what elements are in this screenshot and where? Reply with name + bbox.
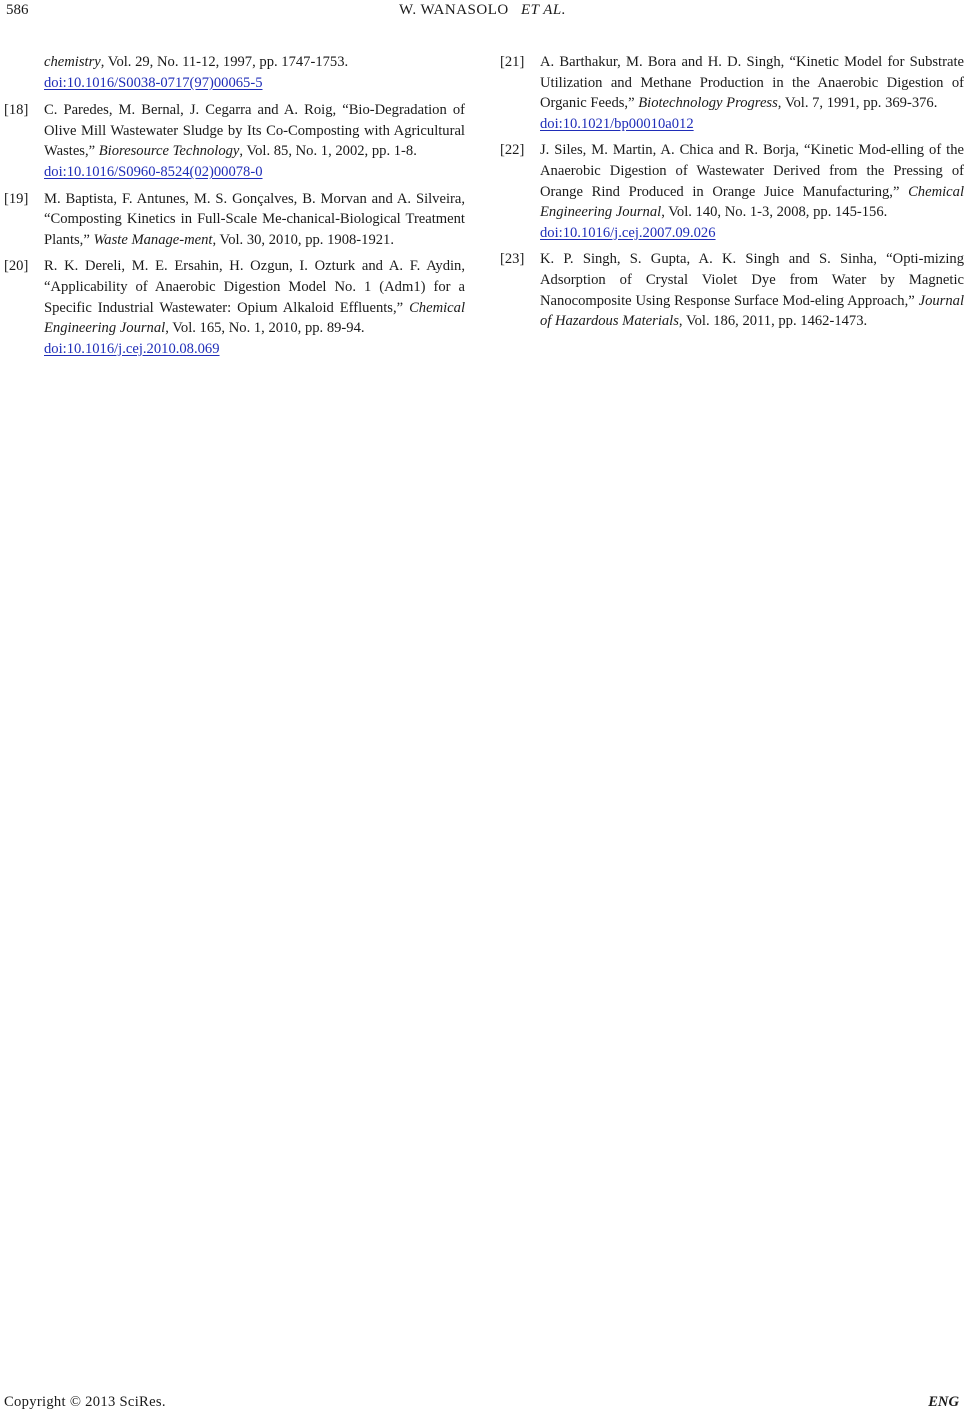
reference-journal: Chemical Engineering Journal (44, 299, 465, 337)
page-number: 586 (6, 2, 29, 18)
reference-doi-link[interactable]: doi:10.1016/j.cej.2010.08.069 (44, 340, 220, 357)
running-head-etal: ET AL. (520, 2, 566, 18)
reference-details: , Vol. 165, No. 1, 2010, pp. 89-94. (165, 320, 365, 337)
reference-details: , Vol. 85, No. 1, 2002, pp. 1-8. (239, 143, 417, 160)
reference-number: [18] (4, 102, 29, 119)
reference-text: K. P. Singh, S. Gupta, A. K. Singh and S. Sinha, “Opti-mizing Adsorption of Crystal Violet Dye from Water by Magnetic Nanocomposite Using Response Surface Mod-eling Approach,” (540, 251, 964, 309)
reference-text: J. Siles, M. Martin, A. Chica and R. Borja, “Kinetic Mod-elling of the Anaerobic Digestion of Wastewater Derived from the Pressing of Orange Rind Produced in Orange Juice Manufacturing,” (540, 142, 964, 200)
continuation-tail: , Vol. 29, No. 11-12, 1997, pp. 1747-1753. (100, 54, 349, 70)
reference-number: [23] (500, 251, 525, 268)
reference-text: M. Baptista, F. Antunes, M. S. Gonçalves, B. Morvan and A. Silveira, “Composting Kinetics in Full-Scale Me-chanical-Biological Treatment Plants,” (44, 190, 465, 248)
reference-details: , Vol. 140, No. 1-3, 2008, pp. 145-156. (661, 204, 888, 221)
reference-journal: Bioresource Technology (98, 143, 240, 160)
reference-journal: Chemical Engineering Journal (540, 183, 964, 221)
reference-number: [22] (500, 142, 525, 159)
reference-number: [21] (500, 54, 525, 70)
reference-18 (4, 100, 465, 182)
reference-text: C. Paredes, M. Bernal, J. Cegarra and A. Roig, “Bio-Degradation of Olive Mill Wastewater Sludge by Its Co-Composting with Agricultural Wastes,” (44, 102, 465, 160)
reference-details: , Vol. 30, 2010, pp. 1908-1921. (212, 231, 394, 248)
reference-23 (500, 249, 964, 331)
reference-details: , Vol. 186, 2011, pp. 1462-1473. (678, 313, 868, 330)
journal-abbreviation: ENG (928, 1394, 959, 1410)
reference-details: , Vol. 7, 1991, pp. 369-376. (777, 95, 938, 112)
reference-doi-link[interactable]: doi:10.1016/j.cej.2007.09.026 (540, 224, 716, 241)
reference-text: R. K. Dereli, M. E. Ersahin, H. Ozgun, I. Ozturk and A. F. Aydin, “Applicability of Anaerobic Digestion Model No. 1 (Adm1) for a Specific Industrial Wastewater: Opium Alkaloid Effluents,” (44, 258, 465, 316)
continuation-journal: chemistry (44, 54, 101, 70)
reference-journal: Biotechnology Progress (638, 95, 778, 112)
running-head (0, 2, 965, 19)
reference-number: [19] (4, 190, 29, 207)
reference-journal: Journal of Hazardous Materials (540, 292, 964, 330)
left-column (4, 52, 465, 365)
reference-text: A. Barthakur, M. Bora and H. D. Singh, “Kinetic Model for Substrate Utilization and Methane Production in the Anaerobic Digestion of Organic Feeds,” (540, 54, 964, 112)
reference-continuation (4, 52, 465, 93)
reference-number: [20] (4, 258, 29, 275)
reference-20 (4, 256, 465, 359)
reference-journal: Waste Manage-ment (93, 231, 213, 248)
reference-22 (500, 140, 964, 243)
reference-doi-link[interactable]: doi:10.1016/S0960-8524(02)00078-0 (44, 163, 263, 180)
reference-19 (4, 189, 465, 251)
reference-doi-link[interactable]: doi:10.1021/bp00010a012 (540, 115, 694, 132)
running-head-authors: W. WANASOLO (399, 2, 509, 18)
reference-21 (500, 52, 964, 134)
continuation-doi-link[interactable]: doi:10.1016/S0038-0717(97)00065-5 (44, 74, 263, 91)
right-column (500, 52, 964, 338)
copyright-notice: Copyright © 2013 SciRes. (4, 1394, 166, 1410)
